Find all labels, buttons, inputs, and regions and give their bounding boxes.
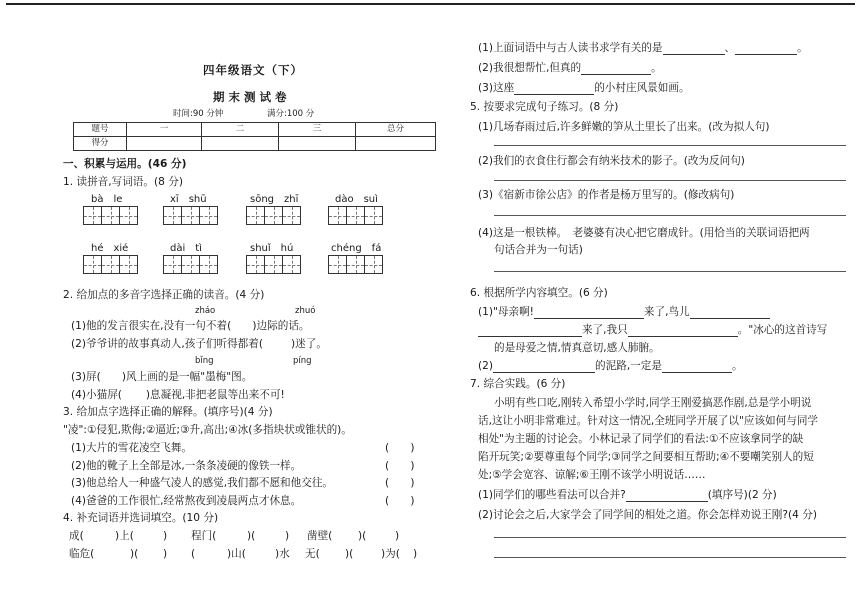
writing-grid[interactable]: [328, 206, 382, 225]
q2-pinyin: zhuó: [295, 306, 316, 316]
answer-line[interactable]: [494, 271, 846, 272]
q3-item: (2)他的靴子上全部是冰,一条条凌硬的像铁一样。: [71, 460, 302, 472]
q6-item: (1)"母亲啊! 来了,鸟儿: [478, 306, 770, 319]
q4-fill: ): [413, 548, 418, 560]
full-score: 满分:100 分: [267, 109, 315, 119]
q3-definition: "凌":①侵犯,欺侮;②逼近;③升,高出;④冰(多指块状或锥状的)。: [63, 424, 352, 436]
score-table-cell: 三: [279, 123, 356, 137]
q4-fill: 程门(: [191, 530, 217, 542]
writing-grid[interactable]: [83, 255, 137, 274]
writing-grid[interactable]: [246, 255, 300, 274]
q3-title: 3. 给加点字选择正确的解释。(填序号)(4 分): [63, 406, 273, 418]
q4-fill: 凿壁(: [307, 530, 333, 542]
q6-item: 的是母爱之情,情真意切,感人肺腑。: [494, 342, 660, 354]
q2-item: (1)他的发言很实在,没有一句不着( )边际的话。: [71, 320, 310, 332]
q7-item: (1)同学们的哪些看法可以合并? (填序号)(2 分): [478, 489, 777, 501]
q6-title: 6. 根据所学内容填空。(6 分): [470, 287, 608, 299]
q5-title: 5. 按要求完成句子练习。(8 分): [470, 101, 619, 113]
answer-line[interactable]: [494, 557, 846, 558]
q2-item: (4)小猫屏( )息凝视,非把老鼠等出来不可!: [71, 389, 285, 401]
answer-line[interactable]: [494, 145, 846, 146]
q4-fill: )(: [130, 548, 139, 560]
q5-item: (3)《宿新市徐公店》的作者是杨万里写的。(修改病句): [478, 189, 735, 201]
exam-subtitle: 期末测试卷: [213, 90, 291, 104]
q7-paragraph: 相处"为主题的讨论会。小林记录了同学们的看法:①不应该拿同学的缺: [478, 433, 804, 445]
writing-grid[interactable]: [328, 255, 382, 274]
q4-title: 4. 补充词语并选词填空。(10 分): [63, 512, 219, 524]
writing-grid[interactable]: [163, 206, 217, 225]
answer-line[interactable]: [494, 537, 846, 538]
q4-fill: ): [163, 530, 168, 542]
writing-grid[interactable]: [83, 206, 137, 225]
score-input-cell[interactable]: [127, 137, 202, 151]
q4-fill: ): [395, 530, 400, 542]
q4-sub2: (2)我很想帮忙,但真的 。: [478, 62, 662, 74]
score-table-cell: 二: [202, 123, 279, 137]
q4-fill: 临危(: [69, 548, 95, 560]
writing-grid[interactable]: [246, 206, 300, 225]
score-input-cell[interactable]: [279, 137, 356, 151]
q7-title: 7. 综合实践。(6 分): [470, 378, 566, 390]
score-input-cell[interactable]: [202, 137, 279, 151]
answer-paren[interactable]: ( ): [385, 442, 415, 454]
score-table-cell: 得分: [74, 137, 127, 151]
q4-fill: 无(: [305, 548, 320, 560]
q7-item: (2)讨论会之后,大家学会了同学间的相处之道。你会怎样劝说王刚?(4 分): [478, 509, 817, 521]
score-input-cell[interactable]: [356, 137, 436, 151]
q2-item: (2)爷爷讲的故事真动人,孩子们听得都着( )迷了。: [71, 338, 327, 350]
q5-item: 句话合并为一句话): [494, 244, 583, 256]
score-table-cell: 题号: [74, 123, 127, 137]
q2-item: (3)屏( )风上画的是一幅"墨梅"图。: [71, 371, 253, 383]
answer-line[interactable]: [494, 215, 846, 216]
pinyin-label: chéng fá: [331, 243, 382, 254]
writing-grid[interactable]: [163, 255, 217, 274]
q5-item: (4)这是一根铁棒。 老婆婆有决心把它磨成针。(用恰当的关联词语把两: [478, 227, 810, 239]
answer-paren[interactable]: ( ): [385, 477, 415, 489]
q4-fill: )为(: [381, 548, 400, 560]
q4-sub3: (3)这座 的小村庄风景如画。: [478, 82, 690, 94]
q7-paragraph: 陷开玩笑;②要尊重每个同学;③同学之间要相互帮助;④不要嘲笑别人的短: [478, 451, 814, 463]
q2-pinyin: píng: [293, 356, 312, 366]
q7-paragraph: 处;⑤学会宽容、谅解;⑥王刚不该学小明说话……: [478, 469, 706, 481]
q1-title: 1. 读拼音,写词语。(8 分): [63, 176, 183, 188]
q4-fill: ): [163, 548, 168, 560]
q5-item: (2)我们的衣食住行都会有纳米技术的影子。(改为反问句): [478, 155, 745, 167]
q2-pinyin: zháo: [195, 306, 216, 316]
pinyin-label: bà le: [91, 194, 123, 205]
answer-paren[interactable]: ( ): [385, 495, 415, 507]
time-limit: 时间:90 分钟: [173, 109, 224, 119]
q6-item: 来了,我只 。"冰心的这首诗写: [478, 324, 827, 337]
q3-item: (3)他总给人一种盛气凌人的感觉,我们都不愿和他交往。: [71, 477, 334, 489]
q4-sub1: (1)上面词语中与古人读书求学有关的是 、 。: [478, 42, 808, 54]
section1-title: 一、积累与运用。(46 分): [63, 158, 187, 170]
q3-item: (4)爸爸的工作很忙,经常熬夜到凌晨两点才休息。: [71, 495, 302, 507]
top-border: [6, 3, 855, 5]
score-table-cell: 一: [127, 123, 202, 137]
q4-fill: )山(: [227, 548, 246, 560]
q7-paragraph: 话,这让小明非常难过。针对这一情况,全班同学开展了以"应该如何与同学: [478, 415, 819, 427]
q4-fill: 成(: [69, 530, 84, 542]
q4-fill: (: [191, 548, 196, 560]
exam-title: 四年级语文（下）: [203, 63, 303, 77]
q7-paragraph: 小明有些口吃,刚转入希望小学时,同学王刚爱搞恶作剧,总是学小明说: [494, 397, 812, 409]
q2-pinyin: bǐng: [195, 356, 214, 366]
q4-fill: )(: [358, 530, 367, 542]
pinyin-label: xī shū: [170, 194, 207, 205]
q4-fill: )(: [247, 530, 256, 542]
q4-fill: )(: [345, 548, 354, 560]
pinyin-label: sōng zhī: [250, 194, 299, 205]
q3-item: (1)大片的雪花凌空飞舞。: [71, 442, 192, 454]
score-table: [73, 122, 436, 151]
q4-fill: )水: [275, 548, 290, 560]
score-table-cell: 总分: [356, 123, 436, 137]
pinyin-label: dào suì: [335, 194, 378, 205]
q6-item: (2) 的泥路,一定是 。: [478, 360, 743, 372]
answer-paren[interactable]: ( ): [385, 460, 415, 472]
q4-fill: ): [285, 530, 290, 542]
q2-title: 2. 给加点的多音字选择正确的读音。(4 分): [63, 289, 265, 301]
pinyin-label: dài tì: [170, 243, 202, 254]
q4-fill: )上(: [115, 530, 134, 542]
q5-item: (1)几场春雨过后,许多鲜嫩的笋从土里长了出来。(改为拟人句): [478, 121, 770, 133]
answer-line[interactable]: [494, 180, 846, 181]
pinyin-label: hé xié: [91, 243, 129, 254]
pinyin-label: shuǐ hú: [250, 243, 294, 254]
